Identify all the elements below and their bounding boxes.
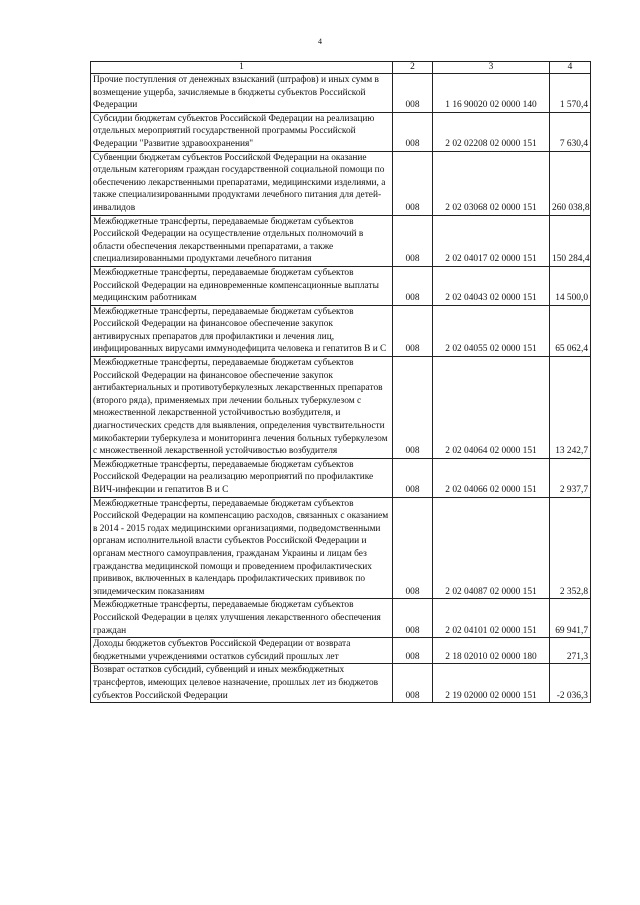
income-description: Прочие поступления от денежных взысканий (штрафов) и иных сумм в возмещение ущерба, зачисляемые в бюджеты субъектов Российской Федерации (91, 74, 393, 113)
table-row (91, 357, 591, 459)
budget-classification-code: 2 02 04066 02 0000 151 (433, 458, 550, 497)
income-description: Субвенции бюджетам субъектов Российской Федерации на оказание отдельным категориям граждан государственной социальной помощи по обеспечению лекарственными препаратами, медицинскими изделиями, а также специализированными продуктами лечебного питания для детей-инвалидов (91, 151, 393, 215)
amount: 1 570,4 (550, 74, 591, 113)
table-row (91, 638, 591, 664)
income-description: Межбюджетные трансферты, передаваемые бюджетам субъектов Российской Федерации на осуществление отдельных полномочий в области обеспечения лекарственными препаратами, а также специализированными продуктами лечебного питания (91, 215, 393, 266)
budget-classification-code: 2 02 02208 02 0000 151 (433, 112, 550, 151)
budget-classification-code: 2 02 04101 02 0000 151 (433, 599, 550, 638)
administrator-code: 008 (393, 305, 433, 356)
amount: 7 630,4 (550, 112, 591, 151)
budget-classification-code: 2 02 04064 02 0000 151 (433, 357, 550, 459)
table-row (91, 664, 591, 703)
table-row (91, 305, 591, 356)
administrator-code: 008 (393, 215, 433, 266)
page-number: 4 (318, 37, 322, 46)
amount: 150 284,4 (550, 215, 591, 266)
income-description: Межбюджетные трансферты, передаваемые бюджетам субъектов Российской Федерации на финансовое обеспечение закупок антибактериальных и противотуберкулезных лекарственных препаратов (второго ряда), применяемых при лечении больных туберкулезом с множественной лекарственной устойчивостью возбудителя, и диагностических средств для выявления, определения чувствительности микобактерии туберкулеза и мониторинга лечения больных туберкулезом с множественной лекарственной устойчивостью возбудителя (91, 357, 393, 459)
header-col-4: 4 (550, 62, 591, 74)
table-row (91, 266, 591, 305)
income-description: Возврат остатков субсидий, субвенций и иных межбюджетных трансфертов, имеющих целевое назначение, прошлых лет из бюджетов субъектов Российской Федерации (91, 664, 393, 703)
budget-classification-code: 1 16 90020 02 0000 140 (433, 74, 550, 113)
income-description: Межбюджетные трансферты, передаваемые бюджетам субъектов Российской Федерации на единовременные компенсационные выплаты медицинским работникам (91, 266, 393, 305)
income-description: Субсидии бюджетам субъектов Российской Федерации на реализацию отдельных мероприятий государственной программы Российской Федерации "Развитие здравоохранения" (91, 112, 393, 151)
budget-classification-code: 2 02 04017 02 0000 151 (433, 215, 550, 266)
budget-classification-code: 2 19 02000 02 0000 151 (433, 664, 550, 703)
budget-classification-code: 2 02 04055 02 0000 151 (433, 305, 550, 356)
table-header (91, 62, 591, 74)
header-col-1: 1 (91, 62, 393, 74)
amount: 13 242,7 (550, 357, 591, 459)
amount: 260 038,8 (550, 151, 591, 215)
amount: -2 036,3 (550, 664, 591, 703)
administrator-code: 008 (393, 664, 433, 703)
header-col-3: 3 (433, 62, 550, 74)
administrator-code: 008 (393, 112, 433, 151)
amount: 65 062,4 (550, 305, 591, 356)
administrator-code: 008 (393, 74, 433, 113)
table-row (91, 151, 591, 215)
income-description: Межбюджетные трансферты, передаваемые бюджетам субъектов Российской Федерации на компенсацию расходов, связанных с оказанием в 2014 - 2015 годах медицинскими организациями, подведомственными органам исполнительной власти субъектов Российской Федерации и органам местного самоуправления, гражданам Украины и лицам без гражданства медицинской помощи и проведением профилактических прививок, включенных в календарь профилактических прививок по эпидемическим показаниям (91, 497, 393, 599)
budget-revenue-table (90, 61, 591, 703)
budget-classification-code: 2 02 04087 02 0000 151 (433, 497, 550, 599)
table-body (91, 74, 591, 703)
table-row (91, 74, 591, 113)
table-row (91, 458, 591, 497)
amount: 2 352,8 (550, 497, 591, 599)
income-description: Межбюджетные трансферты, передаваемые бюджетам субъектов Российской Федерации на реализацию мероприятий по профилактике ВИЧ-инфекции и гепатитов В и С (91, 458, 393, 497)
table-row (91, 497, 591, 599)
income-description: Доходы бюджетов субъектов Российской Федерации от возврата бюджетными учреждениями остатков субсидий прошлых лет (91, 638, 393, 664)
table-row (91, 215, 591, 266)
administrator-code: 008 (393, 599, 433, 638)
administrator-code: 008 (393, 497, 433, 599)
administrator-code: 008 (393, 357, 433, 459)
budget-classification-code: 2 18 02010 02 0000 180 (433, 638, 550, 664)
income-description: Межбюджетные трансферты, передаваемые бюджетам субъектов Российской Федерации в целях улучшения лекарственного обеспечения граждан (91, 599, 393, 638)
budget-classification-code: 2 02 03068 02 0000 151 (433, 151, 550, 215)
administrator-code: 008 (393, 638, 433, 664)
income-description: Межбюджетные трансферты, передаваемые бюджетам субъектов Российской Федерации на финансовое обеспечение закупок антивирусных препаратов для профилактики и лечения лиц, инфицированных вирусами иммунодефицита человека и гепатитов В и С (91, 305, 393, 356)
table-row (91, 112, 591, 151)
amount: 69 941,7 (550, 599, 591, 638)
table-row (91, 599, 591, 638)
administrator-code: 008 (393, 266, 433, 305)
amount: 2 937,7 (550, 458, 591, 497)
budget-classification-code: 2 02 04043 02 0000 151 (433, 266, 550, 305)
amount: 271,3 (550, 638, 591, 664)
administrator-code: 008 (393, 151, 433, 215)
amount: 14 500,0 (550, 266, 591, 305)
header-col-2: 2 (393, 62, 433, 74)
administrator-code: 008 (393, 458, 433, 497)
header-row (91, 62, 591, 74)
